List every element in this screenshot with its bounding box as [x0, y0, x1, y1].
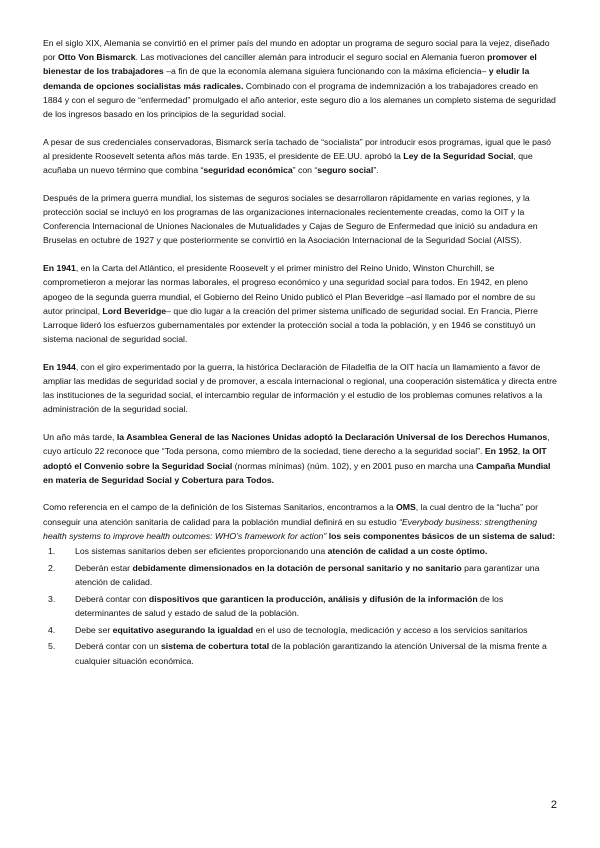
italic-text: “Everybody business: strengthening health systems to improve health outcomes: WHO’s framework for action”: [43, 516, 538, 541]
paragraph-1941: [43, 261, 557, 346]
list-item: [43, 561, 557, 589]
bold-text: la OIT adoptó el Convenio sobre la Seguridad Social: [43, 446, 547, 471]
list-item: [43, 592, 557, 620]
list-item-text: [75, 563, 539, 587]
text-run: Deberán estar: [75, 562, 133, 573]
bold-text: promover el bienestar de los trabajadores: [43, 52, 537, 77]
bold-text: En 1952: [484, 446, 518, 457]
text-run: Como referencia en el campo de la definición de los Sistemas Sanitarios, encontramos a la: [43, 502, 396, 513]
list-item-number: 1.: [48, 546, 56, 557]
text-run: , con el giro experimentado por la guerra, la histórica Declaración de Filadelfia de la OIT hacía un llamamiento a favor de ampliar las medidas de seguridad social y de promover, a escala internacional o regional, una cooperación sistemática y directa entre las instituciones de la seguridad social, el intercambio regular de información y el estudio de los problemas comunes relativos a la administración de la seguridad social.: [43, 361, 557, 415]
list-item-text: [75, 641, 547, 665]
text-run: Después de la primera guerra mundial, los sistemas de seguros sociales se desarrollaron rápidamente en varias regiones, y la protección social se incluyó en los programas de las organizaciones internacionales recientemente creadas, como la OIT y la Conferencia Internacional de Uniones Nacionales de Mutualidades y Cajas de Seguro de Enfermedad que inició su andadura en Bruselas en octubre de 1927 y que posteriormente se convirtió en la Asociación Internacional de la Seguridad Social (AISS).: [43, 192, 538, 246]
document-page: [43, 36, 557, 670]
bold-text: OMS: [396, 502, 416, 513]
text-run: en el uso de tecnología, medicación y acceso a los servicios sanitarios: [253, 624, 528, 635]
bold-text: En 1944: [43, 361, 76, 372]
text-run: para garantizar una atención de calidad.: [75, 562, 540, 587]
list-item-number: 2.: [48, 562, 56, 573]
paragraph-bismarck: [43, 36, 557, 121]
paragraph-roosevelt: [43, 135, 557, 178]
list-item-text: [75, 625, 527, 635]
list-item-number: 5.: [48, 641, 56, 652]
bold-text: sistema de cobertura total: [160, 641, 270, 652]
bold-text: seguridad económica: [203, 165, 293, 176]
text-run: ,: [517, 446, 523, 457]
bold-text: y eludir la demanda de opciones socialistas más radicales.: [43, 66, 530, 91]
list-item-number: 3.: [48, 593, 56, 604]
text-run: Combinado con el programa de indemnización a los trabajadores creado en 1884 y con el seguro de “enfermedad” promulgado el año anterior, este seguro dio a los alemanes un completo sistema de seguridad de los ingresos basado en los principios de la seguridad social.: [43, 80, 556, 120]
text-run: Deberá contar con un: [75, 641, 161, 652]
list-item-text: [75, 594, 503, 618]
bold-text: Ley de la Seguridad Social: [403, 150, 514, 161]
page-number: 2: [550, 799, 557, 811]
text-run: (normas mínimas) (núm. 102), y en 2001 puso en marcha una: [232, 460, 477, 471]
text-run: En el siglo XIX, Alemania se convirtió en el primer país del mundo en adoptar un programa de seguro social para la vejez, diseñado por: [43, 38, 550, 63]
text-run: , cuyo artículo 22 reconoce que “Toda persona, como miembro de la sociedad, tiene derecho a la seguridad social”.: [43, 432, 550, 457]
text-run: Los sistemas sanitarios deben ser eficientes proporcionando una: [75, 546, 328, 557]
paragraph-onu: [43, 430, 557, 487]
paragraph-postwar: [43, 191, 557, 248]
text-run: A pesar de sus credenciales conservadoras, Bismarck sería tachado de “socialista” por introducir esos programas, igual que le pasó al presidente Roosevelt setenta años más tarde. En 1935, el presidente de EE.UU. aprobó la: [43, 136, 551, 161]
text-run: Un año más tarde,: [43, 432, 117, 443]
text-run: –a fin de que la economía alemana siguiera funcionando con la máxima eficiencia–: [163, 66, 489, 77]
list-item: [43, 623, 557, 637]
text-run: de la población garantizando la atención Universal de la misma frente a cualquier situación económica.: [75, 641, 547, 666]
bold-text: Otto Von Bismarck: [57, 52, 136, 63]
bold-text: equitativo asegurando la igualdad: [112, 624, 254, 635]
text-run: , en la Carta del Atlántico, el presidente Roosevelt y el primer ministro del Reino Unido, Winston Churchill, se comprometieron a mejorar las normas laborales, el progreso económico y una seguridad social para todos. En 1942, en pleno apogeo de la segunda guerra mundial, el Gobierno del Reino Unido publicó el Plan Beveridge –así llamado por el nombre de su autor principal,: [43, 263, 536, 316]
text-run: , que acuñaba un nuevo término que combina “: [43, 150, 533, 176]
text-run: – que dio lugar a la creación del primer sistema unificado de seguridad social. En Francia, Pierre Larroque lideró los esfuerzos gubernamentales por extender la protección social a toda la población, y en 1946 se constituyó un sistema nacional de seguridad social.: [43, 305, 538, 345]
list-item-number: 4.: [48, 624, 56, 635]
health-system-components-list: [43, 544, 557, 668]
bold-text: Campaña Mundial en materia de Seguridad Social y Cobertura para Todos.: [43, 460, 551, 485]
bold-text: Lord Beveridge: [102, 305, 167, 316]
list-item-text: [75, 546, 487, 556]
list-item: [43, 639, 557, 667]
bold-text: atención de calidad a un coste óptimo.: [327, 546, 488, 557]
text-run: Deberá contar con: [75, 593, 149, 604]
text-run: . Las motivaciones del canciller alemán para introducir el seguro social en Alemania fueron: [135, 52, 488, 63]
text-run: Debe ser: [75, 624, 113, 635]
paragraph-1944: [43, 360, 557, 417]
list-item: [43, 544, 557, 558]
bold-text: los seis componentes básicos de un sistema de salud:: [328, 530, 556, 541]
text-run: ”.: [373, 165, 379, 176]
paragraph-oms: [43, 500, 557, 543]
bold-text: En 1941: [43, 263, 76, 274]
text-run: , la cual dentro de la “lucha” por conseguir una atención sanitaria de calidad para la población mundial definirá en su estudio: [43, 502, 538, 527]
bold-text: debidamente dimensionados en la dotación de personal sanitario y no sanitario: [132, 562, 462, 573]
text-run: ” con “: [292, 165, 318, 176]
bold-text: la Asamblea General de las Naciones Unidas adoptó la Declaración Universal de los Derechos Humanos: [116, 432, 548, 443]
bold-text: dispositivos que garanticen la producción, análisis y difusión de la información: [148, 593, 478, 604]
bold-text: seguro social: [317, 165, 374, 176]
text-run: de los determinantes de salud y estado de salud de la población.: [75, 593, 504, 618]
